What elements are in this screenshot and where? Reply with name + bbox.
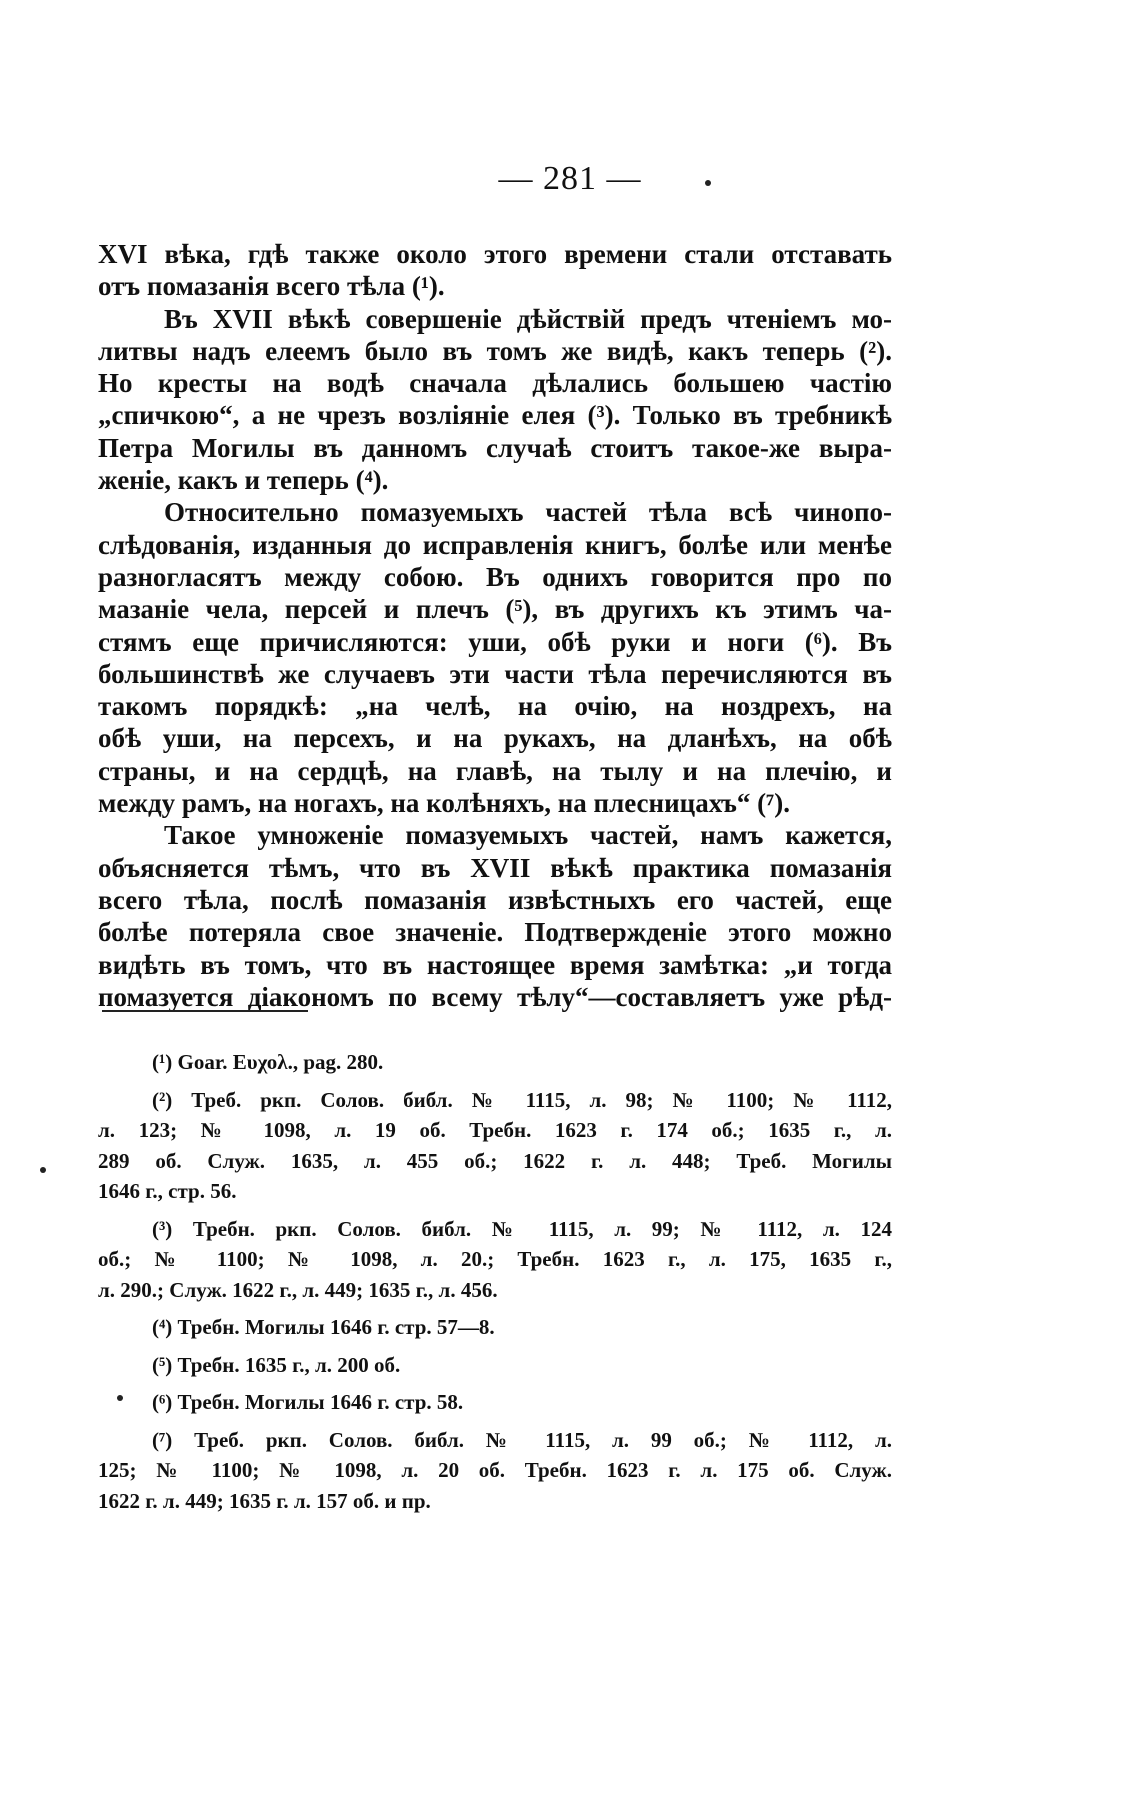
- page-number: — 281 —: [498, 160, 642, 197]
- text-line: Но кресты на водѣ сначала дѣлались большею частію: [98, 368, 892, 399]
- footnote-3: [98, 1214, 892, 1306]
- text-line: Такое умноженіе помазуемыхъ частей, намъ кажется,: [164, 820, 892, 851]
- footnote-2: [98, 1085, 892, 1207]
- footnote-1: [98, 1047, 892, 1078]
- footnote-line: (⁴) Требн. Могилы 1646 г. стр. 57—8.: [152, 1315, 495, 1339]
- text-line: Петра Могилы въ данномъ случаѣ стоитъ такое-же выра-: [98, 432, 892, 463]
- text-line: помазуется діакономъ по всему тѣлу“—составляетъ уже рѣд-: [98, 981, 892, 1012]
- text-line: обѣ уши, на персехъ, и на рукахъ, на дланѣхъ, на обѣ: [98, 723, 892, 754]
- text-line: мазаніе чела, персей и плечъ (⁵), въ другихъ къ этимъ ча-: [98, 594, 892, 625]
- text-line: Въ XVII вѣкѣ совершеніе дѣйствій предъ чтеніемъ мо-: [164, 303, 892, 334]
- footnote-line: (³) Требн. ркп. Солов. библ. № 1115, л. 99; № 1112, л. 124: [152, 1216, 892, 1241]
- text-line: Относительно помазуемыхъ частей тѣла всѣ чинопо-: [164, 497, 892, 528]
- text-line: разногласятъ между собою. Въ однихъ говорится про по: [98, 561, 892, 592]
- print-speck: [705, 180, 711, 186]
- footnote-4: [98, 1312, 892, 1343]
- paragraph: [98, 819, 892, 1013]
- text-line: объясняется тѣмъ, что въ XVII вѣкѣ практика помазанія: [98, 852, 892, 883]
- text-line: большинствѣ же случаевъ эти части тѣла перечисляются въ: [98, 658, 892, 689]
- footnote-line: (⁵) Требн. 1635 г., л. 200 об.: [152, 1352, 401, 1377]
- text-line: „спичкою“, а не чрезъ возліяніе елея (³). Только въ требникѣ: [98, 400, 892, 431]
- footnote-line: (⁷) Треб. ркп. Солов. библ. № 1115, л. 99 об.; № 1112, л.: [152, 1427, 892, 1452]
- footnotes: [98, 1047, 892, 1523]
- footnote-line: 289 об. Служ. 1635, л. 455 об.; 1622 г. л. 448; Треб. Могилы: [98, 1148, 892, 1173]
- footnote-line: 1646 г., стр. 56.: [98, 1179, 237, 1203]
- footnote-line: 125; № 1100; № 1098, л. 20 об. Требн. 1623 г. л. 175 об. Служ.: [98, 1458, 892, 1482]
- body-text: [98, 238, 892, 1013]
- footnote-line: (¹) Goar. Ευχολ., pag. 280.: [152, 1050, 384, 1074]
- text-line: женіе, какъ и теперь (⁴).: [98, 465, 389, 496]
- footnote-6: [98, 1387, 892, 1418]
- footnote-line: (⁶) Требн. Могилы 1646 г. стр. 58.: [152, 1390, 464, 1414]
- text-line: XVI вѣка, гдѣ также около этого времени стали отставать: [98, 239, 892, 269]
- text-line: между рамъ, на ногахъ, на колѣняхъ, на плесницахъ“ (⁷).: [98, 788, 790, 819]
- paragraph: [98, 303, 892, 497]
- footnote-line: л. 290.; Служ. 1622 г., л. 449; 1635 г., л. 456.: [98, 1277, 498, 1302]
- text-line: видѣть въ томъ, что въ настоящее время замѣтка: „и тогда: [98, 949, 892, 980]
- text-line: страны, и на сердцѣ, на главѣ, на тылу и на плечію, и: [98, 755, 892, 786]
- text-line: всего тѣла, послѣ помазанія извѣстныхъ его частей, еще: [98, 884, 892, 915]
- text-line: литвы надъ елеемъ было въ томъ же видѣ, какъ теперь (²).: [98, 335, 892, 366]
- footnote-divider: [102, 1010, 308, 1012]
- text-line: болѣе потеряла свое значеніе. Подтвержденіе этого можно: [98, 917, 892, 948]
- footnote-line: об.; № 1100; № 1098, л. 20.; Требн. 1623 г., л. 175, 1635 г.,: [98, 1247, 892, 1271]
- text-line: слѣдованія, изданныя до исправленія книгъ, болѣе или менѣе: [98, 529, 892, 560]
- print-speck: [40, 1167, 46, 1173]
- footnote-7: [98, 1425, 892, 1517]
- text-line: такомъ порядкѣ: „на челѣ, на очію, на ноздрехъ, на: [98, 691, 892, 722]
- print-speck: [117, 1395, 123, 1401]
- footnote-line: л. 123; № 1098, л. 19 об. Требн. 1623 г. 174 об.; 1635 г., л.: [98, 1118, 892, 1142]
- text-line: отъ помазанія всего тѣла (¹).: [98, 271, 445, 302]
- paragraph: [98, 238, 892, 303]
- footnote-line: (²) Треб. ркп. Солов. библ. № 1115, л. 98; № 1100; № 1112,: [152, 1087, 892, 1112]
- footnote-5: [98, 1350, 892, 1381]
- paragraph: [98, 496, 892, 819]
- footnote-line: 1622 г. л. 449; 1635 г. л. 157 об. и пр.: [98, 1488, 431, 1513]
- text-line: стямъ еще причисляются: уши, обѣ руки и ноги (⁶). Въ: [98, 626, 892, 657]
